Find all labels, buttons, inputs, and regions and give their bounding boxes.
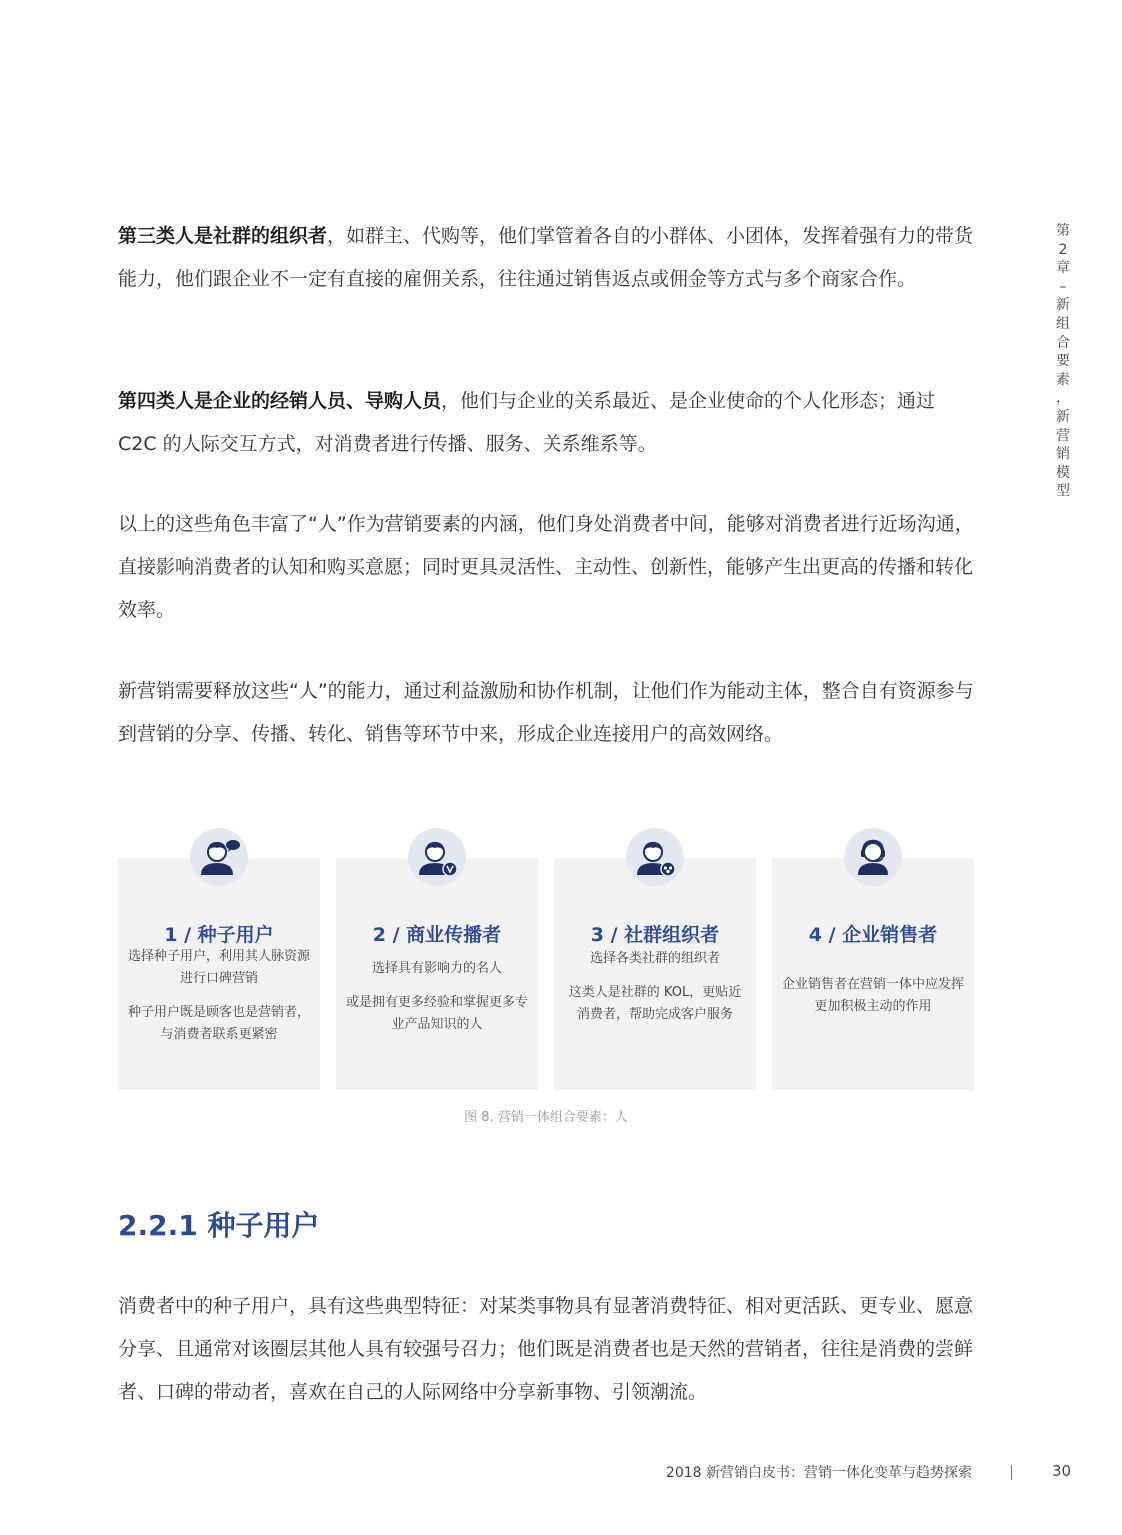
verified-user-icon [408,828,466,886]
paragraph-body: ，如群主、代购等，他们掌管着各自的小群体、小团体，发挥着强有力的带货能力，他们跟企业不一定有直接的雇佣关系，往往通过销售返点或佣金等方式与多个商家合作。 [118,225,974,290]
headset-user-icon [844,828,902,886]
card-title: 3 / 社群组织者 [590,924,720,946]
side-char: 2 [1058,241,1068,258]
page-number: 30 [1052,1462,1072,1480]
chapter-side-label [1050,222,1076,501]
paragraph-lead: 第三类人是社群的组织者 [118,225,328,247]
footer-title: 2018 新营销白皮书：营销一体化变革与趋势探索 [665,1465,972,1481]
side-char: 销 [1056,446,1070,463]
card-desc: 这类人是社群的 KOL，更贴近消费者，帮助完成客户服务 [568,985,742,1022]
card-desc: 选择种子用户，利用其人脉资源进行口碑营销 [128,949,311,986]
side-char: 章 [1056,260,1070,277]
marketing-people-figure [118,828,974,1090]
card-desc: 选择具有影响力的名人 [371,961,502,976]
card-title: 2 / 商业传播者 [372,924,502,946]
card-community-organizer [554,858,756,1090]
side-char: 新 [1056,297,1070,314]
card-title: 4 / 企业销售者 [808,924,938,946]
paragraph-lead: 第四类人是企业的经销人员、导购人员 [118,390,442,412]
paragraph-seed-users: 消费者中的种子用户，具有这些典型特征：对某类事物具有显著消费特征、相对更活跃、更专业、愿意分享、且通常对该圈层其他人具有较强号召力；他们既是消费者也是天然的营销者，往往是消费的尝鲜者、口碑的带动者，喜欢在自己的人际网络中分享新事物、引领潮流。 [118,1295,974,1403]
side-char: 合 [1056,334,1070,351]
footer-divider [1011,1465,1012,1480]
page-footer [0,1462,1122,1486]
side-char: – [1059,278,1067,295]
card-desc: 选择各类社群的组织者 [589,951,720,966]
card-business-spreader [336,858,538,1090]
card-enterprise-seller [772,858,974,1090]
side-char: 要 [1056,353,1070,370]
card-seed-user [118,858,320,1090]
side-char: 营 [1056,427,1070,444]
side-char: ， [1056,390,1070,407]
side-char: 型 [1056,483,1070,500]
card-title: 1 / 种子用户 [164,924,274,946]
card-desc: 企业销售者在营销一体中应发挥更加积极主动的作用 [782,977,965,1014]
side-char: 素 [1056,371,1070,388]
paragraph-body: ，他们与企业的关系最近、是企业使命的个人化形态；通过 C2C 的人际交互方式，对消费者进行传播、服务、关系维系等。 [118,390,936,455]
side-char: 模 [1056,464,1070,481]
side-char: 第 [1056,223,1070,239]
figure-caption: 图 8. 营销一体组合要素：人 [464,1110,628,1125]
paragraph-new-marketing: 新营销需要释放这些“人”的能力，通过利益激励和协作机制，让他们作为能动主体，整合自有资源参与到营销的分享、传播、转化、销售等环节中来，形成企业连接用户的高效网络。 [118,680,974,745]
paragraph-enterprise-sales [118,380,978,466]
paragraph-roles-summary: 以上的这些角色丰富了“人”作为营销要素的内涵，他们身处消费者中间，能够对消费者进行近场沟通，直接影响消费者的认知和购买意愿；同时更具灵活性、主动性、创新性，能够产生出更高的传播和转化效率。 [118,513,974,621]
section-title: 2.2.1 种子用户 [118,1209,320,1242]
side-char: 新 [1056,408,1070,425]
paragraph-community-organizer [118,215,978,301]
card-desc: 种子用户既是顾客也是营销者，与消费者联系更紧密 [128,1005,311,1042]
card-desc: 或是拥有更多经验和掌握更多专业产品知识的人 [346,995,529,1032]
group-user-icon [626,828,684,886]
side-char: 组 [1056,315,1070,332]
user-chat-icon [190,828,248,886]
